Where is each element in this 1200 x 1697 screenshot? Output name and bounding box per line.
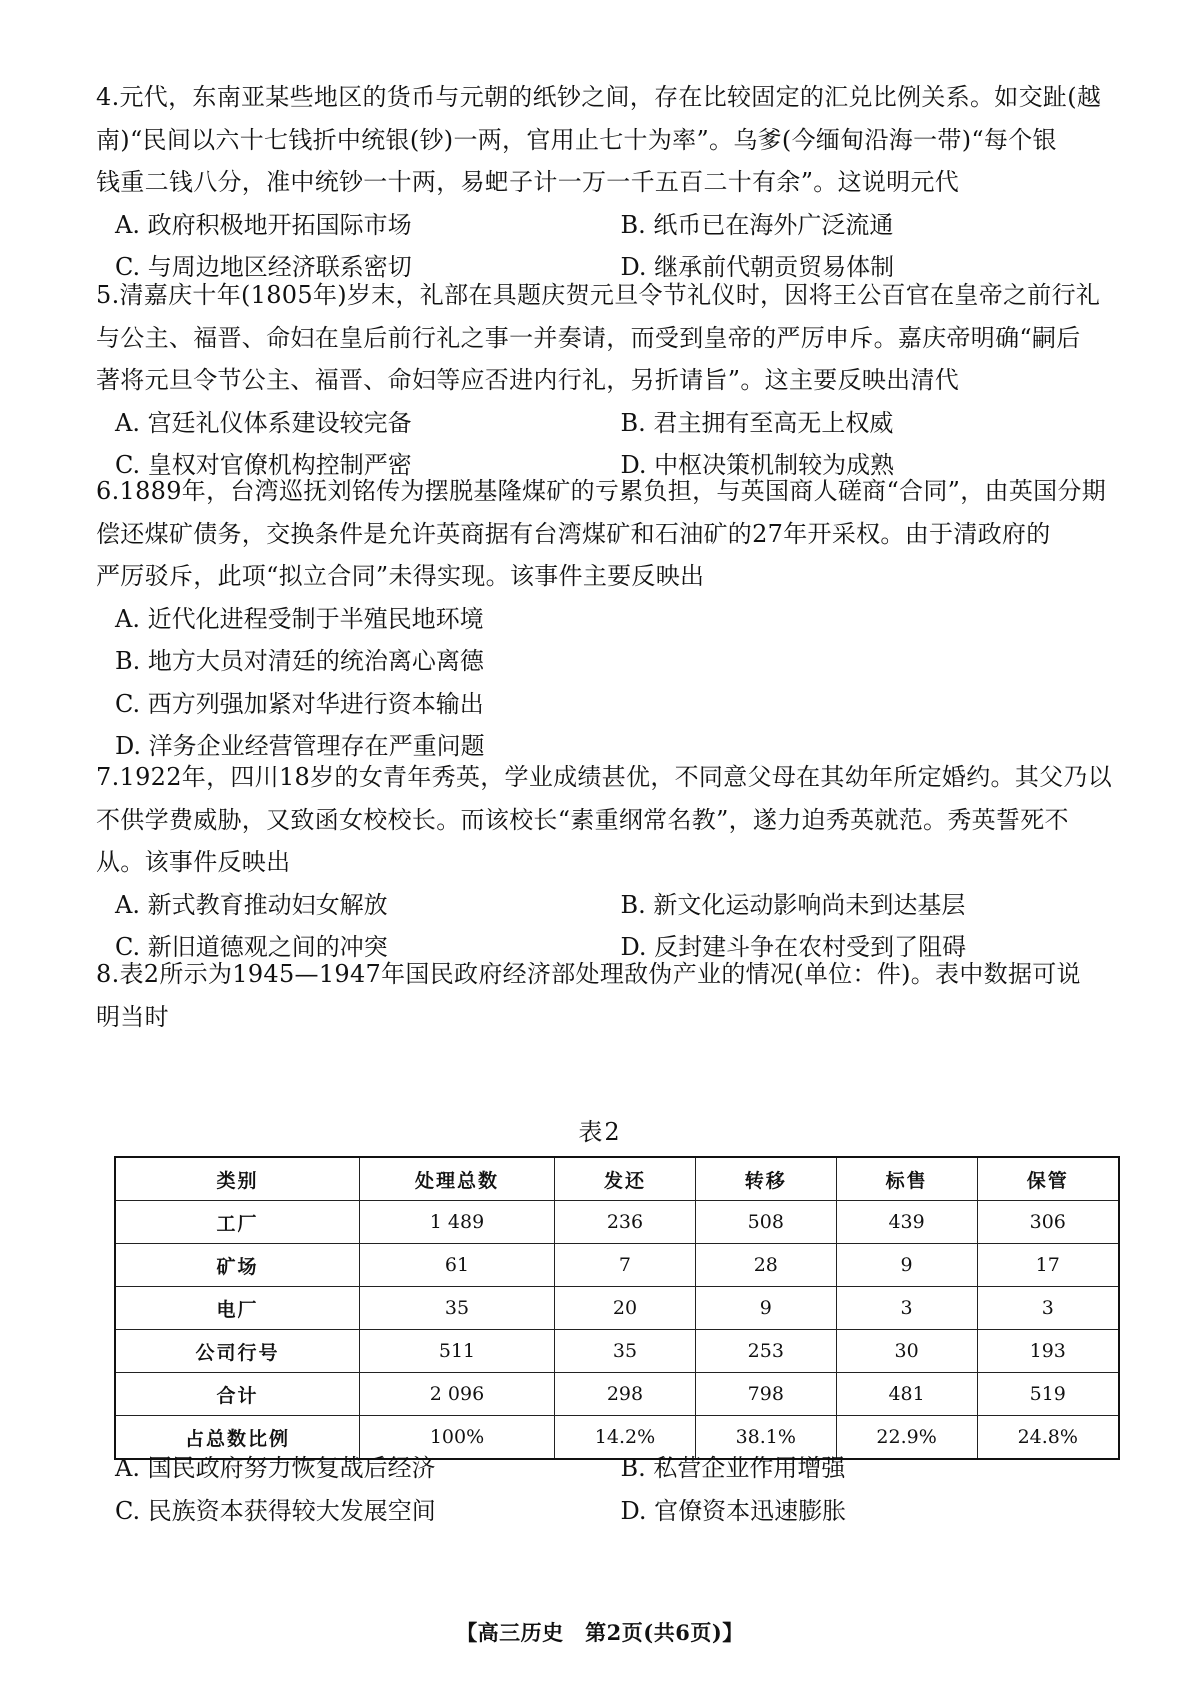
question-stem-line: 5.清嘉庆十年(1805年)岁末，礼部在具题庆贺元旦令节礼仪时，因将王公百官在皇帝之前行礼 [96, 281, 1101, 309]
table-cell: 9 [695, 1287, 836, 1330]
table-cell: 工厂 [115, 1201, 359, 1244]
table-cell: 306 [977, 1201, 1119, 1244]
question-stem-line: 著将元旦令节公主、福晋、命妇等应否进内行礼，另折请旨”。这主要反映出清代 [96, 366, 960, 394]
question-4 [96, 76, 1126, 289]
options-row [96, 1447, 1126, 1490]
table-cell: 28 [695, 1244, 836, 1287]
table-cell: 798 [695, 1373, 836, 1416]
table-cell: 14.2% [555, 1416, 696, 1460]
table-cell: 公司行号 [115, 1330, 359, 1373]
column-header: 转移 [695, 1157, 836, 1201]
column-header: 处理总数 [359, 1157, 554, 1201]
option-a[interactable]: A. 近代化进程受制于半殖民地环境 [115, 604, 484, 633]
option-c[interactable]: C. 皇权对官僚机构控制严密 [115, 451, 412, 479]
question-stem-line: 钱重二钱八分，准中统钞一十两，易蚆子计一万一千五百二十有余”。这说明元代 [96, 168, 960, 196]
option-a[interactable]: A. 新式教育推动妇女解放 [115, 890, 388, 919]
question-6 [96, 470, 1126, 768]
question-stem-line: 8.表2所示为1945—1947年国民政府经济部处理敌伪产业的情况(单位：件)。表中数据可说 [96, 960, 1081, 988]
table-cell: 35 [359, 1287, 554, 1330]
table-cell: 519 [977, 1373, 1119, 1416]
option-b[interactable]: B. 君主拥有至高无上权威 [620, 408, 894, 437]
table-cell: 1 489 [359, 1201, 554, 1244]
table-cell: 3 [977, 1287, 1119, 1330]
option-b[interactable]: B. 私营企业作用增强 [620, 1454, 846, 1482]
question-8-options [96, 1447, 1126, 1532]
table-cell: 30 [836, 1330, 977, 1373]
question-5 [96, 274, 1126, 487]
table-cell: 9 [836, 1244, 977, 1287]
option-b[interactable]: B. 纸币已在海外广泛流通 [620, 210, 894, 239]
question-stem-line: 与公主、福晋、命妇在皇后前行礼之事一并奏请，而受到皇帝的严厉申斥。嘉庆帝明确“嗣后 [96, 323, 1081, 352]
table-cell: 236 [555, 1201, 696, 1244]
table-row [115, 1287, 1119, 1330]
option-a[interactable]: A. 政府积极地开拓国际市场 [115, 210, 412, 239]
page-footer: 【高三历史 第2页(共6页)】 [456, 1620, 744, 1645]
table-cell: 7 [555, 1244, 696, 1287]
table-cell: 35 [555, 1330, 696, 1373]
option-c[interactable]: C. 新旧道德观之间的冲突 [115, 933, 388, 961]
option-d[interactable]: D. 继承前代朝贡贸易体制 [620, 253, 895, 281]
table-cell: 22.9% [836, 1416, 977, 1460]
table-row [115, 1201, 1119, 1244]
question-stem-line: 4.元代，东南亚某些地区的货币与元朝的纸钞之间，存在比较固定的汇兑比例关系。如交趾(越 [96, 83, 1102, 111]
option-d[interactable]: D. 洋务企业经营管理存在严重问题 [115, 732, 485, 760]
table-row [115, 1244, 1119, 1287]
table-row [115, 1330, 1119, 1373]
data-table [114, 1156, 1120, 1460]
table-cell: 电厂 [115, 1287, 359, 1330]
table-cell: 38.1% [695, 1416, 836, 1460]
question-7 [96, 756, 1126, 969]
option-c[interactable]: C. 西方列强加紧对华进行资本输出 [115, 689, 484, 718]
table-cell: 508 [695, 1201, 836, 1244]
table-cell: 193 [977, 1330, 1119, 1373]
question-stem-line: 从。该事件反映出 [96, 848, 291, 876]
table-cell: 298 [555, 1373, 696, 1416]
table-cell: 481 [836, 1373, 977, 1416]
options-row [96, 884, 1126, 927]
table-cell: 17 [977, 1244, 1119, 1287]
table-row [115, 1373, 1119, 1416]
table-caption: 表2 [578, 1118, 622, 1146]
options-row [96, 1490, 1126, 1533]
table-cell: 61 [359, 1244, 554, 1287]
table-cell: 253 [695, 1330, 836, 1373]
table-cell: 3 [836, 1287, 977, 1330]
question-8 [96, 953, 1126, 1038]
question-stem-line: 严厉驳斥，此项“拟立合同”未得实现。该事件主要反映出 [96, 562, 705, 590]
option-a[interactable]: A. 宫廷礼仪体系建设较完备 [115, 408, 412, 437]
option-d[interactable]: D. 官僚资本迅速膨胀 [620, 1496, 847, 1525]
table-cell: 矿场 [115, 1244, 359, 1287]
table-header-row [115, 1157, 1119, 1201]
table-cell: 合计 [115, 1373, 359, 1416]
column-header: 保管 [977, 1157, 1119, 1201]
option-b[interactable]: B. 地方大员对清廷的统治离心离德 [115, 647, 484, 675]
table-cell: 100% [359, 1416, 554, 1460]
question-stem-line: 明当时 [96, 1002, 169, 1031]
question-stem-line: 7.1922年，四川18岁的女青年秀英，学业成绩甚优，不同意父母在其幼年所定婚约。其父乃以 [96, 763, 1113, 791]
table-cell: 2 096 [359, 1373, 554, 1416]
option-c[interactable]: C. 民族资本获得较大发展空间 [115, 1496, 436, 1525]
table-cell: 占总数比例 [115, 1416, 359, 1460]
options-row [96, 204, 1126, 247]
column-header: 标售 [836, 1157, 977, 1201]
table-cell: 24.8% [977, 1416, 1119, 1460]
option-d[interactable]: D. 反封建斗争在农村受到了阻碍 [620, 933, 967, 961]
question-stem-line: 偿还煤矿债务，交换条件是允许英商据有台湾煤矿和石油矿的27年开采权。由于清政府的 [96, 519, 1051, 548]
question-stem-line: 南)“民间以六十七钱折中统银(钞)一两，官用止七十为率”。乌爹(今缅甸沿海一带)“每个银 [96, 125, 1057, 154]
column-header: 发还 [555, 1157, 696, 1201]
question-stem-line: 不供学费威胁，又致函女校校长。而该校长“素重纲常名教”，遂力迫秀英就范。秀英誓死不 [96, 805, 1069, 834]
option-d[interactable]: D. 中枢决策机制较为成熟 [620, 451, 895, 479]
column-header: 类别 [115, 1157, 359, 1201]
option-a[interactable]: A. 国民政府努力恢复战后经济 [115, 1454, 436, 1482]
option-b[interactable]: B. 新文化运动影响尚未到达基层 [620, 890, 966, 919]
question-stem-line: 6.1889年，台湾巡抚刘铭传为摆脱基隆煤矿的亏累负担，与英国商人磋商“合同”，由英国分期 [96, 477, 1107, 505]
options-row [96, 402, 1126, 445]
table-cell: 511 [359, 1330, 554, 1373]
table-cell: 439 [836, 1201, 977, 1244]
option-c[interactable]: C. 与周边地区经济联系密切 [115, 253, 412, 281]
table-cell: 20 [555, 1287, 696, 1330]
